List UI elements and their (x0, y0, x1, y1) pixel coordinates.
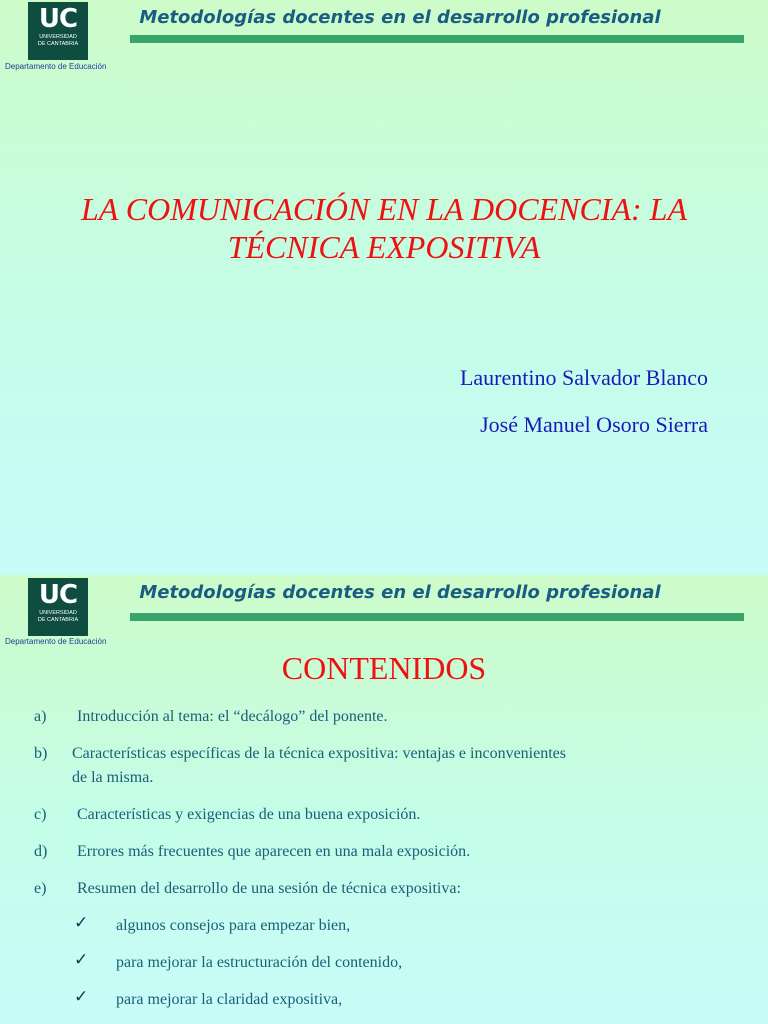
logo-line-2: DE CANTABRIA (37, 41, 79, 47)
list-item (34, 803, 718, 827)
header-title: Metodologías docentes en el desarrollo profesional (139, 582, 661, 603)
logo-line-2: DE CANTABRIA (37, 617, 79, 623)
sub-list-item (34, 988, 718, 1012)
list-item-letter: b) (34, 745, 48, 762)
checkmark-icon: ✓ (74, 987, 89, 1007)
sub-list-item-text: algunos consejos para empezar bien, (116, 917, 351, 934)
header-title: Metodologías docentes en el desarrollo profesional (139, 7, 661, 28)
author-2: José Manuel Osoro Sierra (480, 412, 708, 437)
logo-letters: UC (38, 4, 78, 34)
list-item-text: Características específicas de la técnica expositiva: ventajas e inconvenientes (72, 745, 566, 762)
list-item-letter: c) (34, 806, 47, 823)
list-item-text: Errores más frecuentes que aparecen en una mala exposición. (77, 843, 471, 860)
list-item (34, 742, 718, 790)
list-item-text: Introducción al tema: el “decálogo” del ponente. (77, 708, 388, 725)
checkmark-icon: ✓ (74, 913, 89, 933)
list-item-text: Características y exigencias de una buena exposición. (77, 806, 421, 823)
presentation-title: LA COMUNICACIÓN EN LA DOCENCIA: LA TÉCNICA EXPOSITIVA (81, 191, 687, 265)
contents-heading: CONTENIDOS (281, 650, 487, 686)
list-item-letter: a) (34, 708, 47, 725)
university-logo (28, 578, 88, 636)
department-label: Departamento de Educación (5, 637, 107, 646)
list-item-text: Resumen del desarrollo de una sesión de técnica expositiva: (77, 880, 461, 897)
contents-slide (0, 575, 768, 1024)
sub-list-item-text: para mejorar la claridad expositiva, (116, 991, 343, 1008)
list-item (34, 705, 718, 729)
list-item-text-continued: de la misma. (72, 769, 154, 786)
sub-list-item (34, 951, 718, 975)
logo-line-1: UNIVERSIDAD (39, 610, 77, 616)
contents-list (34, 705, 718, 1024)
sub-list-item-text: para mejorar la estructuración del contenido, (116, 954, 403, 971)
logo-line-1: UNIVERSIDAD (39, 34, 77, 40)
university-logo (28, 2, 88, 60)
logo-letters: UC (38, 580, 78, 610)
author-1: Laurentino Salvador Blanco (459, 365, 708, 390)
header-divider-bar (130, 613, 744, 621)
department-label: Departamento de Educación (5, 62, 107, 71)
list-item-letter: e) (34, 880, 47, 897)
list-item (34, 877, 718, 901)
list-item (34, 840, 718, 864)
sub-list-item (34, 914, 718, 938)
checkmark-icon: ✓ (74, 950, 89, 970)
list-item-letter: d) (34, 843, 48, 860)
header-divider-bar (130, 35, 744, 43)
